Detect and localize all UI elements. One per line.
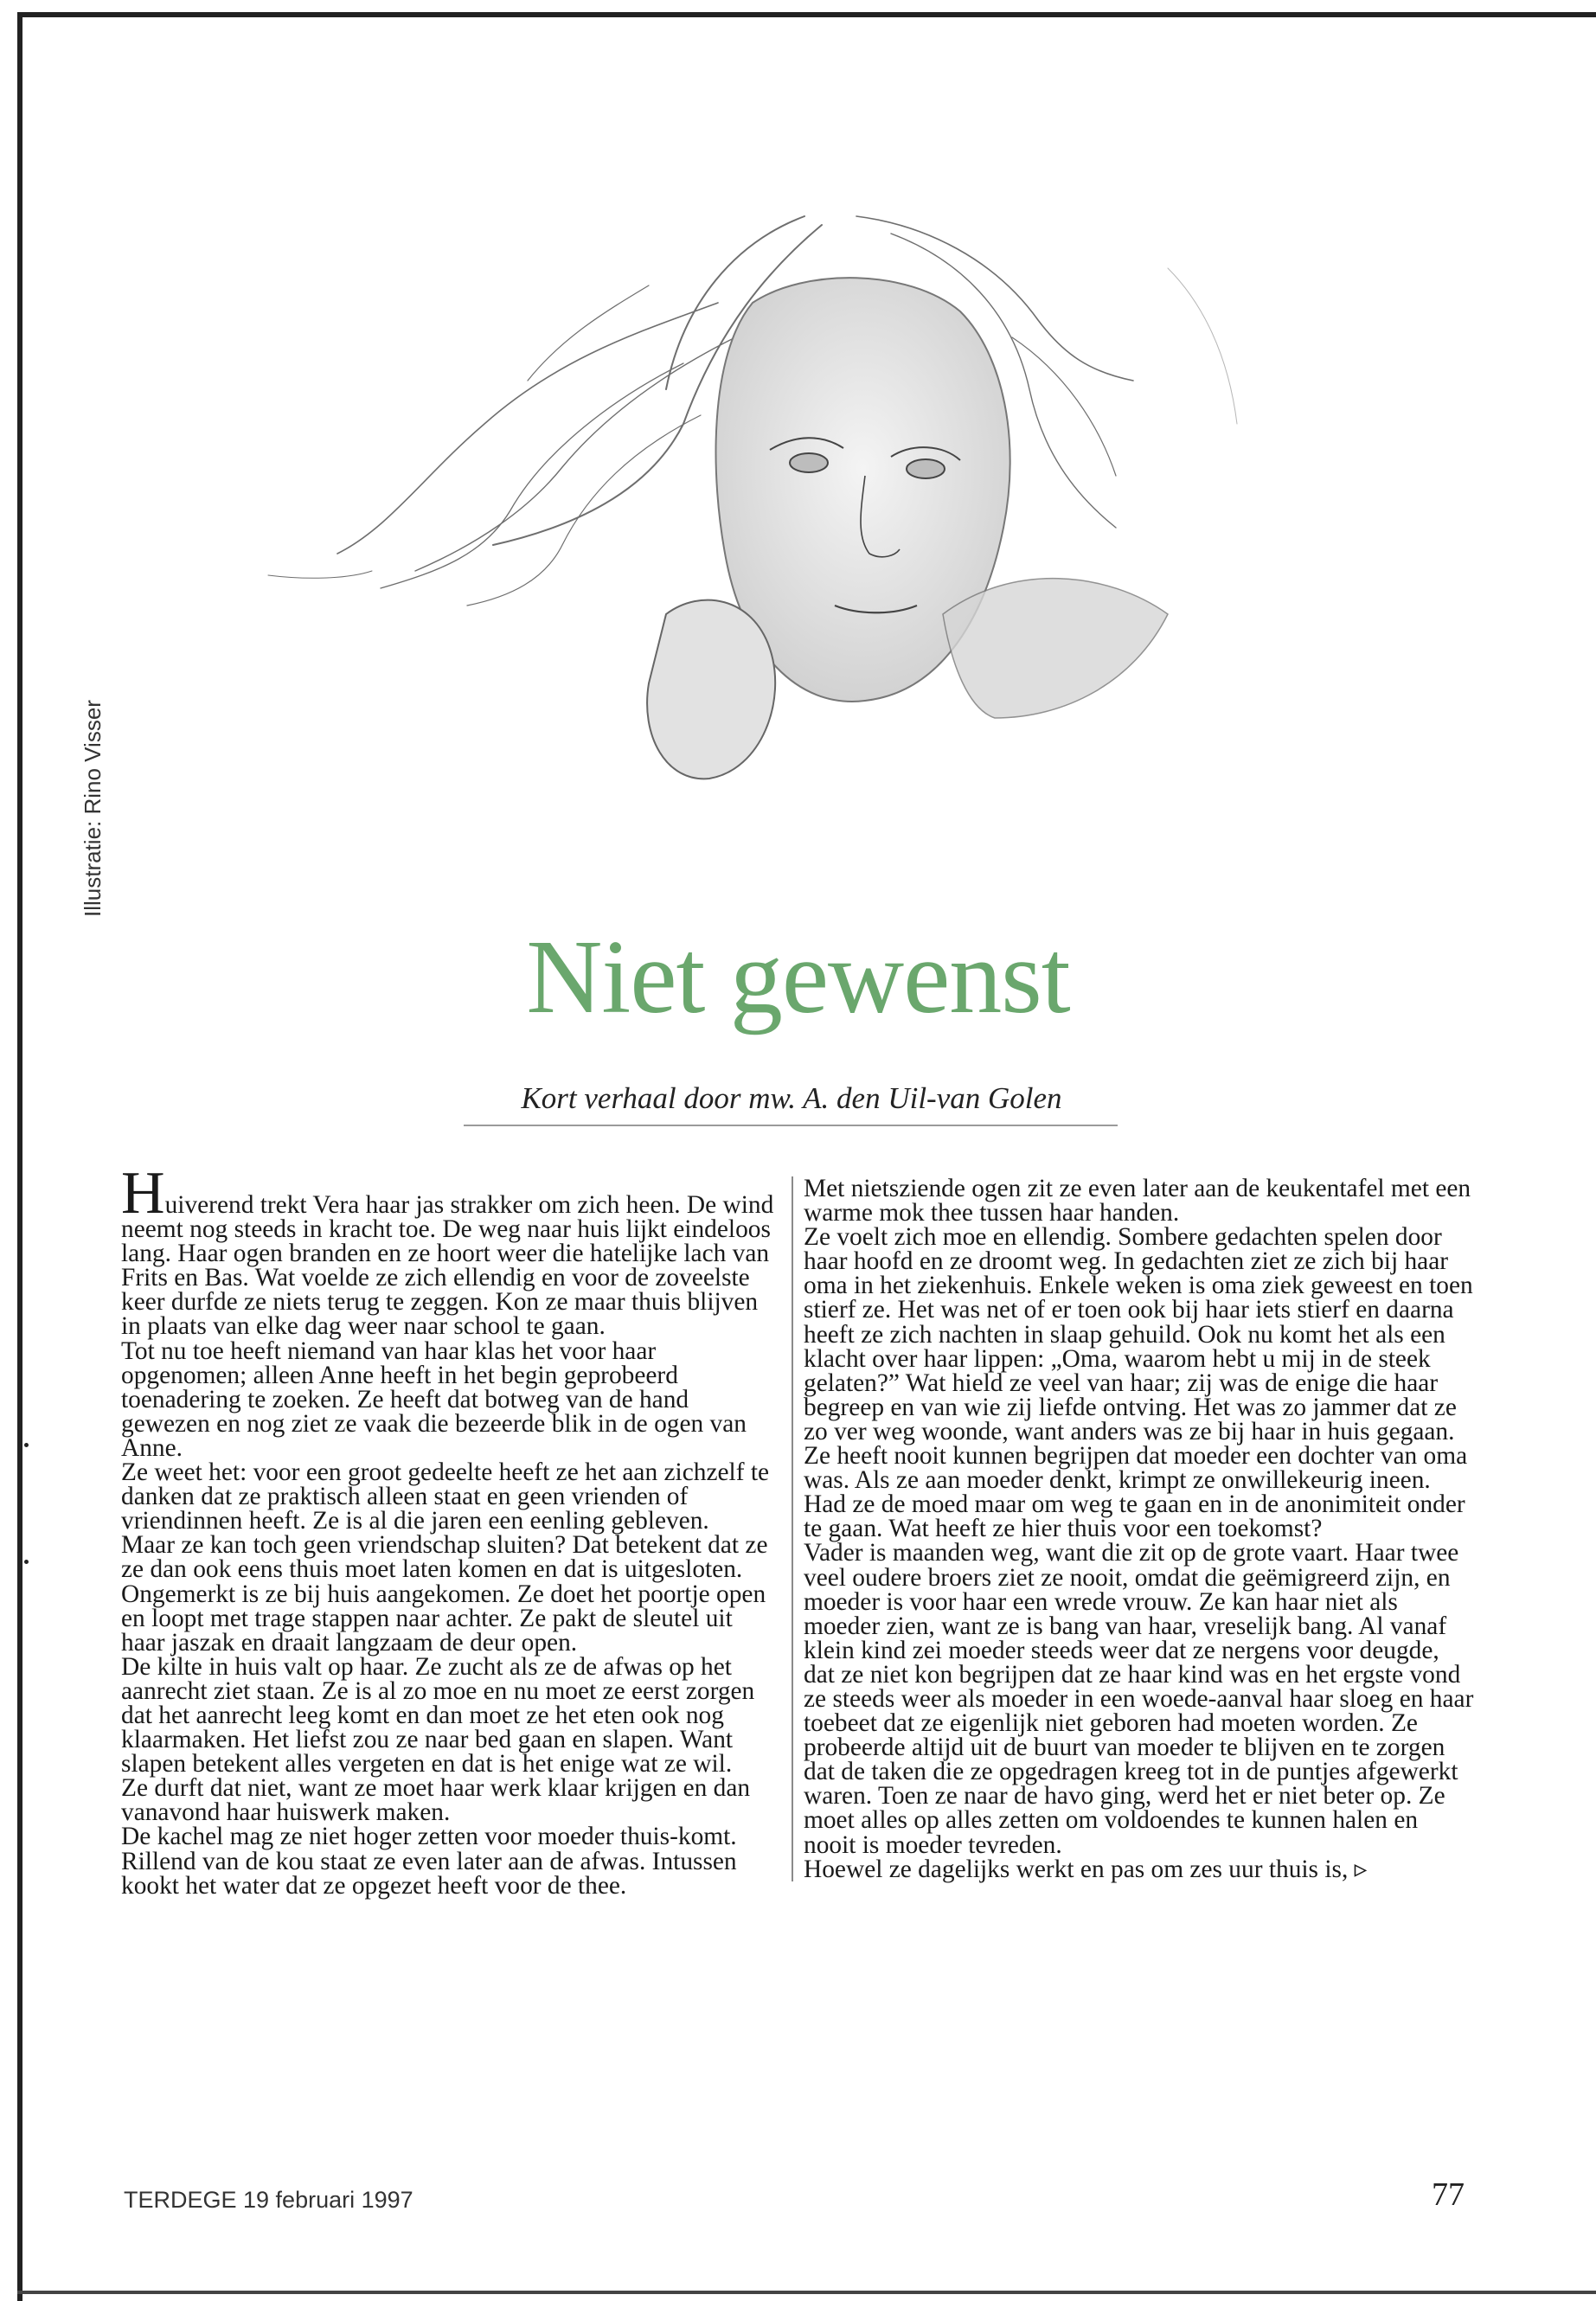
article-column-right (792, 1176, 1474, 1881)
article-column-left (121, 1160, 779, 1900)
byline: Kort verhaal door mw. A. den Uil-van Golen (521, 1081, 1062, 1115)
paragraph: Huiverend trekt Vera haar jas strakker om zich heen. De wind neemt nog steeds in kracht toe. De weg naar huis lijkt eindeloos lang. Haar ogen branden en ze hoort weer die hatelijke lach van Frits en Bas. Wat voelde ze zich ellendig en voor de zoveelste keer durfde ze niets terug te zeggen. Kon ze maar thuis blijven in plaats van elke dag weer naar school te gaan. (121, 1160, 774, 1341)
page-edge-top (17, 12, 1596, 17)
page-edge-bottom (17, 2291, 1596, 2294)
paragraph: Maar ze kan toch geen vriendschap sluiten? Dat betekent dat ze ze dan ook eens thuis moet laten komen en dat is uitgesloten. (121, 1531, 768, 1584)
drop-cap: H (121, 1160, 165, 1227)
article-title: Niet gewenst (526, 919, 1070, 1035)
margin-dot (24, 1560, 29, 1564)
paragraph: Ze heeft nooit kunnen begrijpen dat moeder een dochter van oma was. Als ze aan moeder denkt, krimpt ze onwillekeurig ineen. Had ze de moed maar om weg te gaan en in de anonimiteit onder te gaan. Wat heeft ze hier thuis voor een toekomst? (804, 1442, 1468, 1543)
paragraph: De kachel mag ze niet hoger zetten voor moeder thuis-komt. Rillend van de kou staat ze even later aan de afwas. Intussen kookt het water dat ze opgezet heeft voor de thee. (121, 1823, 737, 1900)
page-number: 77 (1432, 2176, 1465, 2213)
paragraph: Vader is maanden weg, want die zit op de grote vaart. Haar twee veel oudere broers ziet ze nooit, omdat die geëmigreerd zijn, en moeder is voor haar een wrede vrouw. Ze kan haar niet als moeder zien, want ze is bang van haar, vreselijk bang. Al vanaf klein kind zei moeder steeds weer dat ze nergens voor deugde, dat ze niet kon begrijpen dat ze haar kind was en het ergste vond ze steeds weer als moeder in een woede-aanval haar sloeg en haar toebeet dat ze eigenlijk niet geboren had moeten worden. Ze probeerde altijd uit de buurt van moeder te blijven en te zorgen dat de taken die ze opgedragen kreeg tot in de puntjes afgewerkt waren. Toen ze naar de havo ging, werd het er niet beter op. Ze moet alles op alles zetten om voldoendes te kunnen halen en nooit is moeder tevreden. (804, 1539, 1474, 1859)
margin-dot (24, 1443, 29, 1447)
pencil-illustration-girl (199, 164, 1445, 917)
publication-footer: TERDEGE 19 februari 1997 (124, 2187, 413, 2213)
byline-divider (464, 1125, 1118, 1126)
paragraph: De kilte in huis valt op haar. Ze zucht als ze de afwas op het aanrecht ziet staan. Ze is al zo moe en nu moet ze eerst zorgen dat het aanrecht leeg komt en dan moet ze het eten ook nog klaarmaken. Het liefst zou ze naar bed gaan en slapen. Want slapen betekent alles vergeten en dat is het enige wat ze wil. (121, 1652, 755, 1779)
paragraph: Ongemerkt is ze bij huis aangekomen. Ze doet het poortje open en loopt met trage stappen naar achter. Ze pakt de sleutel uit haar jaszak en draait langzaam de deur open. (121, 1580, 766, 1657)
paragraph: Ze weet het: voor een groot gedeelte heeft ze het aan zichzelf te danken dat ze praktisch alleen staat en geen vrienden of vriendinnen heeft. Ze is al die jaren een eenling gebleven. (121, 1458, 770, 1535)
paragraph: Ze voelt zich moe en ellendig. Sombere gedachten spelen door haar hoofd en ze droomt weg. In gedachten ziet ze zich bij haar oma in het ziekenhuis. Enkele weken is oma ziek geweest en toen stierf ze. Het was net of er toen ook bij haar iets stierf en daarna heeft ze zich nachten in slaap gehuild. Ook nu komt het als een klacht over haar lippen: „Oma, waarom hebt u mij in de steek gelaten?” Wat hield ze veel van haar; zij was de enige die haar begreep en van wie zij liefde ontving. Het was zo jammer dat ze zo ver weg woonde, want anders was ze bij haar in huis gegaan. (804, 1223, 1473, 1445)
illustration-credit: Illustratie: Rino Visser (80, 700, 106, 917)
paragraph: Hoewel ze dagelijks werkt en pas om zes uur thuis is, ▹ (804, 1855, 1368, 1883)
paragraph: Tot nu toe heeft niemand van haar klas het voor haar opgenomen; alleen Anne heeft in het begin geprobeerd toenadering te zoeken. Ze heeft dat botweg van de hand gewezen en nog ziet ze vaak die bezeerde blik in de ogen van Anne. (121, 1336, 747, 1462)
paragraph: Met nietsziende ogen zit ze even later aan de keukentafel met een warme mok thee tussen haar handen. (804, 1175, 1471, 1227)
paragraph: Ze durft dat niet, want ze moet haar werk klaar krijgen en dan vanavond haar huiswerk maken. (121, 1774, 751, 1827)
page-edge-left (17, 12, 22, 2301)
